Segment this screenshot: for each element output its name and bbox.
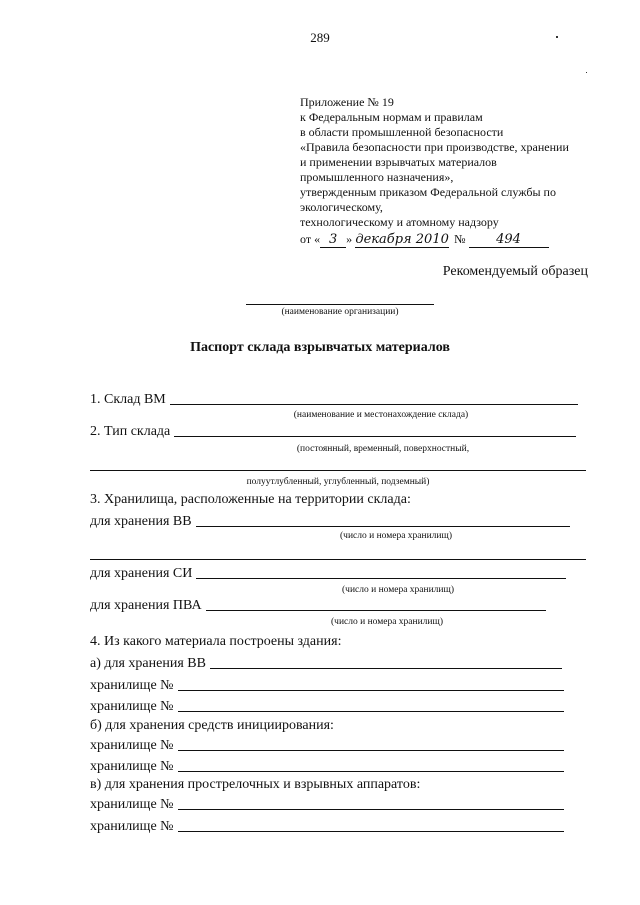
fill-line[interactable] — [210, 668, 562, 669]
fill-line[interactable] — [174, 436, 576, 437]
field-warehouse-type — [90, 422, 576, 440]
field-storage-no — [90, 736, 564, 754]
field-storage-no — [90, 757, 564, 775]
field-label: хранилище № — [90, 797, 174, 812]
field-caption: (наименование и местонахождение склада) — [293, 410, 469, 420]
appendix-line: экологическому, — [300, 200, 383, 214]
field-storage-no — [90, 817, 564, 835]
appendix-block — [300, 95, 569, 248]
initiation-heading: б) для хранения средств инициирования: — [90, 718, 334, 733]
field-label: для хранения СИ — [90, 566, 193, 581]
field-caption: (число и номера хранилищ) — [331, 617, 443, 627]
apparatus-heading: в) для хранения прострелочных и взрывных аппаратов: — [90, 777, 421, 792]
field-label: 2. Тип склада — [90, 424, 171, 439]
scan-speck — [586, 72, 587, 73]
fill-line[interactable] — [178, 831, 564, 832]
date-month-year: декабря 2010 — [355, 232, 449, 247]
field-caption: полуутлубленный, углубленный, подземный) — [246, 477, 430, 487]
field-storage-si — [90, 564, 566, 582]
field-label: хранилище № — [90, 738, 174, 753]
appendix-line: технологическому и атомному надзору — [300, 215, 499, 229]
appendix-line: промышленного назначения», — [300, 170, 454, 184]
fill-line[interactable] — [206, 610, 546, 611]
document-title: Паспорт склада взрывчатых материалов — [190, 340, 450, 355]
fill-line[interactable] — [178, 711, 564, 712]
recommended-sample: Рекомендуемый образец — [442, 264, 588, 279]
field-storage-no — [90, 697, 564, 715]
field-warehouse — [90, 390, 578, 408]
fill-line[interactable] — [178, 809, 564, 810]
fill-line[interactable] — [90, 470, 586, 471]
field-label: хранилище № — [90, 819, 174, 834]
appendix-line: утвержденным приказом Федеральной службы по — [300, 185, 556, 199]
date-mid: » — [346, 232, 353, 246]
appendix-line: в области промышленной безопасности — [300, 125, 504, 139]
field-label: хранилище № — [90, 699, 174, 714]
appendix-line: к Федеральным нормам и правилам — [300, 110, 483, 124]
field-storage-no — [90, 795, 564, 813]
material-heading: 4. Из какого материала построены здания: — [90, 634, 342, 649]
appendix-line: Приложение № 19 — [300, 95, 394, 109]
appendix-line: и применении взрывчатых материалов — [300, 155, 497, 169]
date-prefix: от « — [300, 232, 321, 246]
page-number: 289 — [310, 30, 330, 45]
fill-line[interactable] — [90, 559, 586, 560]
field-storage-vv — [90, 512, 570, 530]
field-label: для хранения ПВА — [90, 598, 202, 613]
order-number: 494 — [469, 233, 549, 248]
date-day: 3 — [320, 233, 346, 248]
field-label: для хранения ВВ — [90, 514, 192, 529]
fill-line[interactable] — [178, 771, 564, 772]
appendix-line: «Правила безопасности при производстве, хранении — [300, 140, 569, 154]
field-caption: (число и номера хранилищ) — [340, 531, 452, 541]
field-label: хранилище № — [90, 678, 174, 693]
org-name-line — [246, 304, 434, 305]
order-date-line — [300, 232, 569, 248]
field-caption: (постоянный, временный, поверхностный, — [296, 444, 470, 454]
field-storage-pva — [90, 596, 546, 614]
field-label: 1. Склад ВМ — [90, 392, 166, 407]
field-label: хранилище № — [90, 759, 174, 774]
fill-line[interactable] — [196, 526, 570, 527]
fill-line[interactable] — [170, 404, 578, 405]
field-caption: (число и номера хранилищ) — [342, 585, 454, 595]
fill-line[interactable] — [178, 690, 564, 691]
field-material-vv — [90, 654, 562, 672]
fill-line[interactable] — [196, 578, 566, 579]
number-sign: № — [454, 232, 466, 246]
org-name-caption: (наименование организации) — [281, 307, 399, 317]
storage-heading: 3. Хранилища, расположенные на территории склада: — [90, 492, 411, 507]
field-label: а) для хранения ВВ — [90, 656, 206, 671]
fill-line[interactable] — [178, 750, 564, 751]
field-storage-no — [90, 676, 564, 694]
